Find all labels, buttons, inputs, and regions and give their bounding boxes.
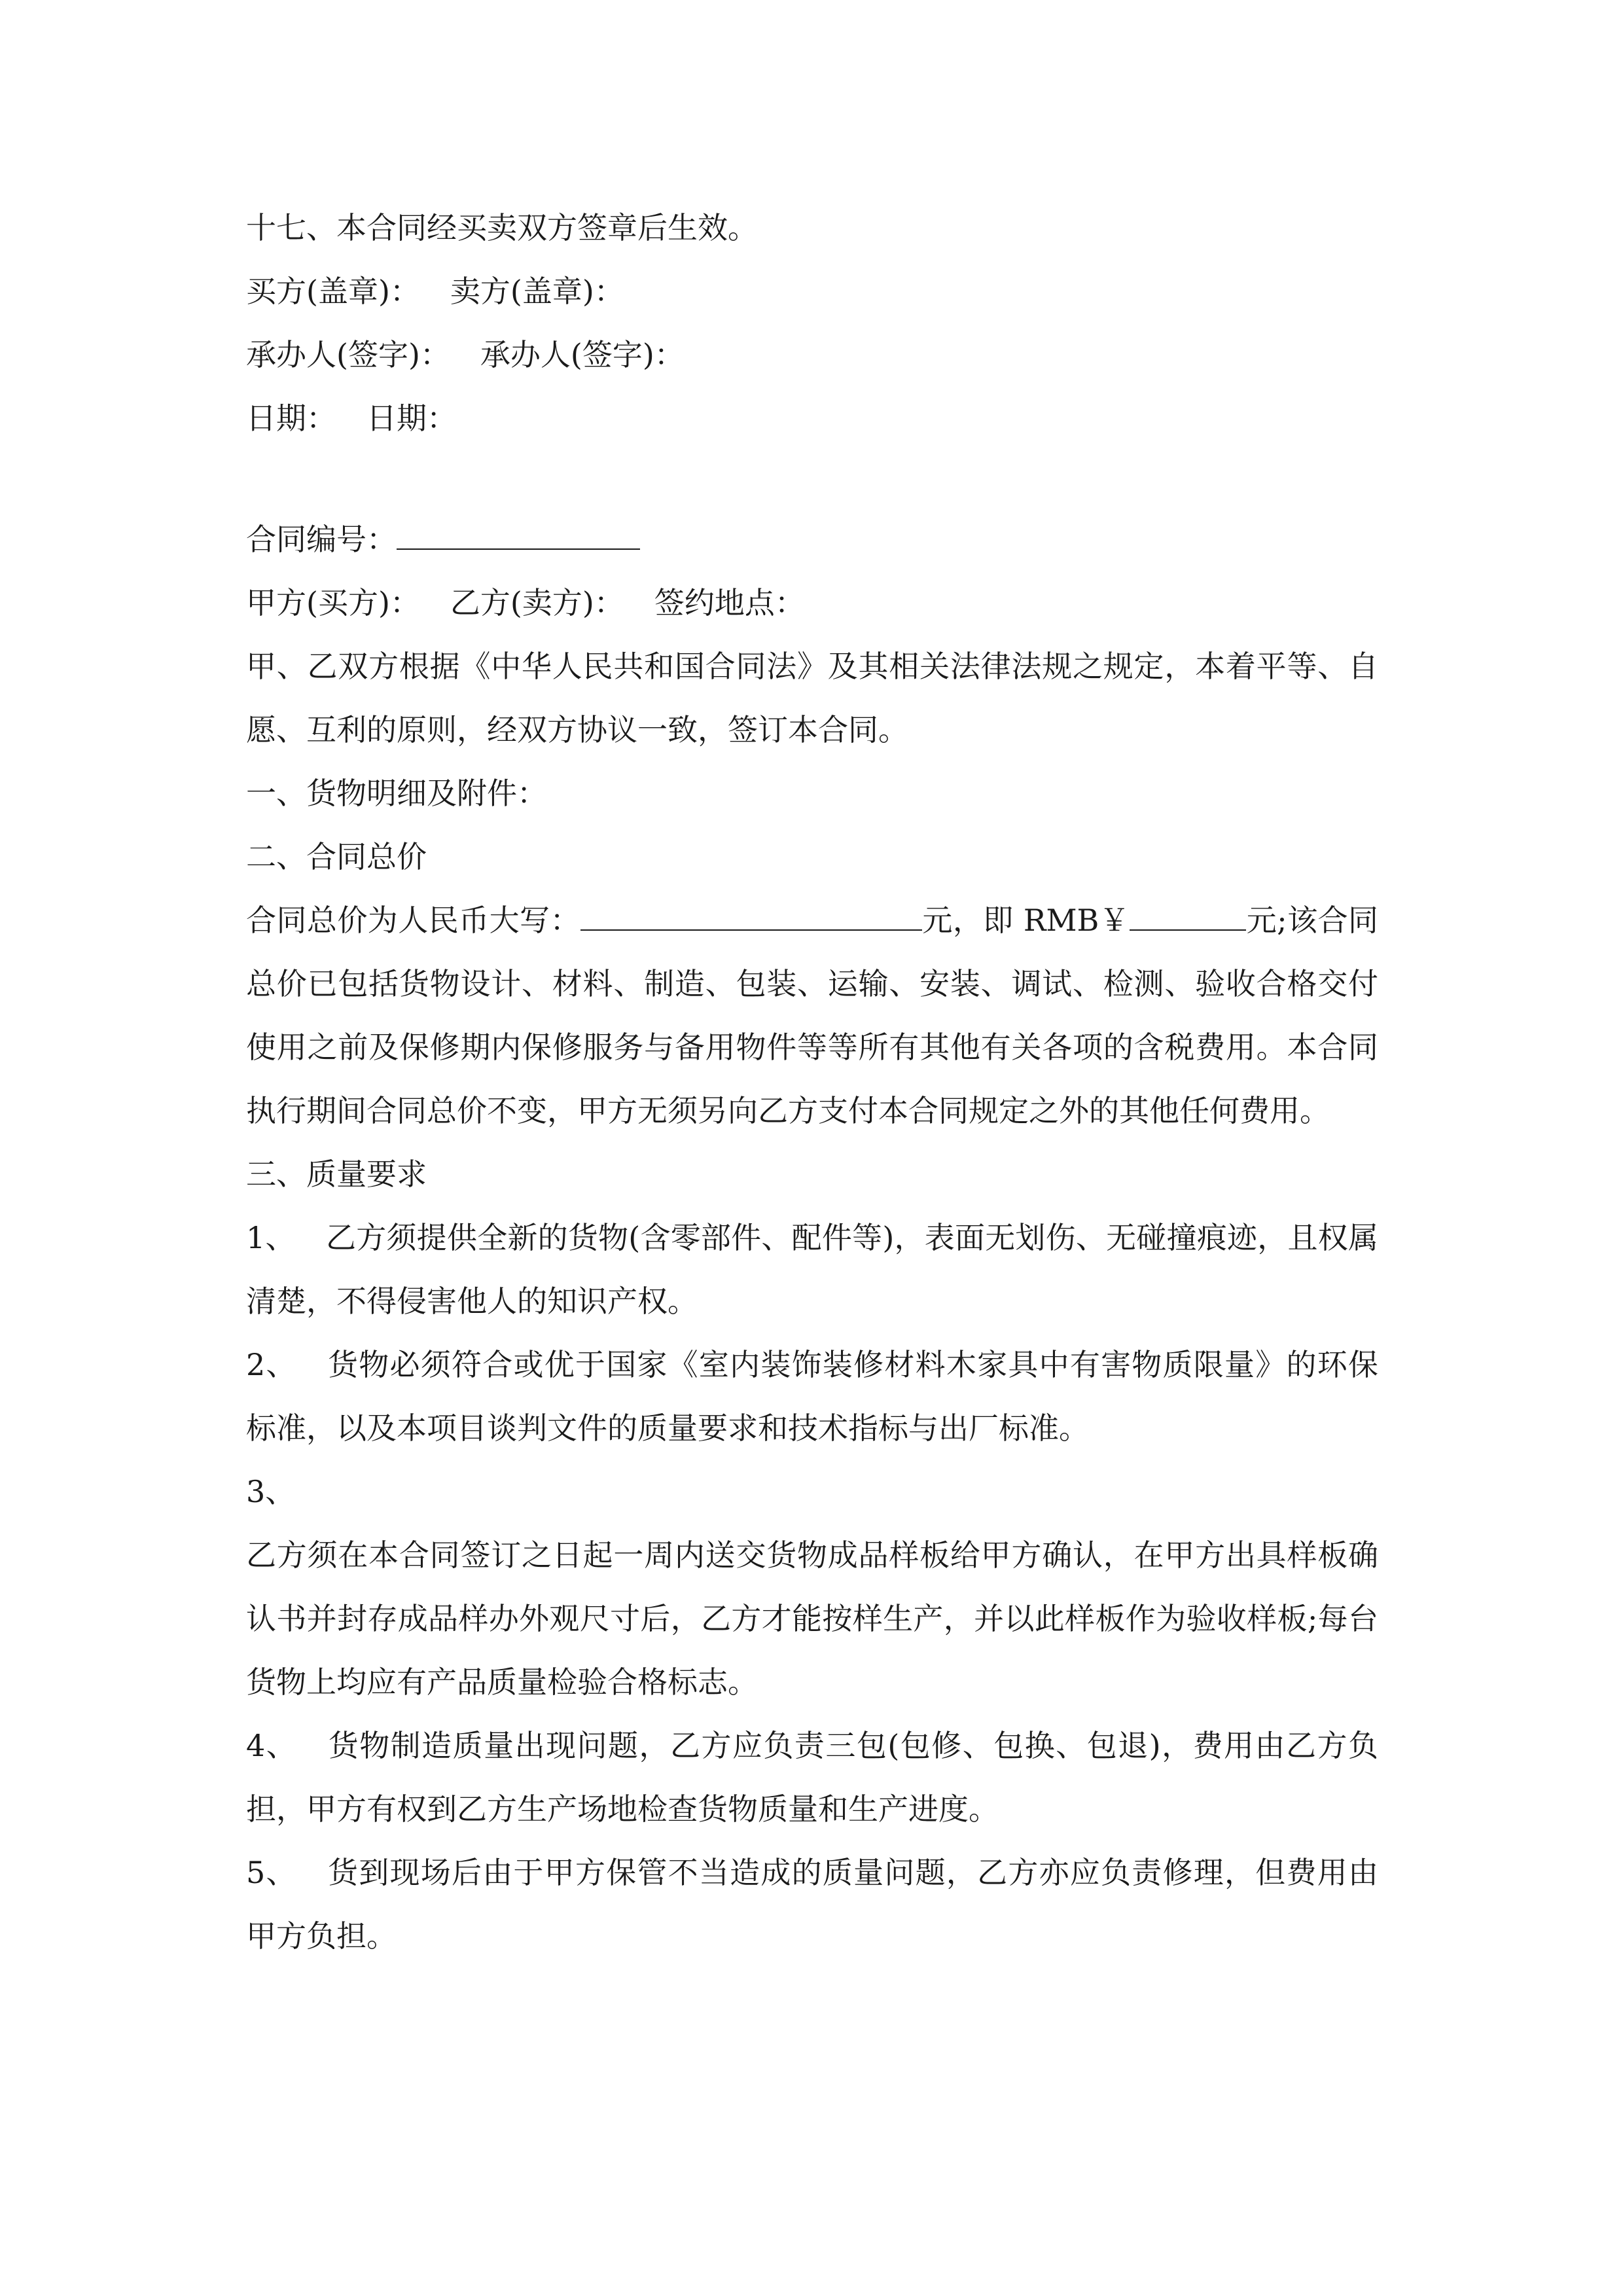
- quality-item-4: [246, 1714, 1378, 1841]
- price-number-blank: [1130, 890, 1246, 931]
- seller-agent-label: 承办人(签字)：: [480, 337, 685, 372]
- party-b-label: 乙方(卖方)：: [450, 585, 624, 620]
- seller-seal-label: 卖方(盖章)：: [450, 274, 624, 309]
- document-body: [246, 196, 1378, 1968]
- price-paragraph: [246, 889, 1378, 1143]
- preamble-paragraph: 甲、乙双方根据《中华人民共和国合同法》及其相关法律法规之规定，本着平等、自愿、互利的原则，经双方协议一致，签订本合同。: [246, 649, 1378, 747]
- quality-item-2-number: 2、: [246, 1347, 297, 1382]
- quality-item-1-text: 乙方须提供全新的货物(含零部件、配件等)，表面无划伤、无碰撞痕迹，且权属清楚，不得侵害他人的知识产权。: [246, 1220, 1378, 1319]
- section-3-heading: 三、质量要求: [246, 1157, 427, 1192]
- quality-item-1: [246, 1206, 1378, 1333]
- contract-number-blank: [397, 509, 640, 550]
- quality-item-5: [246, 1841, 1378, 1968]
- seller-date-label: 日期：: [366, 401, 457, 436]
- contract-number-label: 合同编号：: [246, 522, 397, 557]
- price-mid: 元，即 RMB￥: [921, 903, 1130, 938]
- buyer-agent-label: 承办人(签字)：: [246, 337, 450, 372]
- price-words-blank: [580, 890, 922, 931]
- section-gap: [246, 450, 1378, 508]
- quality-item-1-number: 1、: [246, 1220, 296, 1255]
- price-prefix: 合同总价为人民币大写：: [246, 903, 580, 938]
- quality-item-3-text: 乙方须在本合同签订之日起一周内送交货物成品样板给甲方确认，在甲方出具样板确认书并封存成品样办外观尺寸后，乙方才能按样生产，并以此样板作为验收样板;每台货物上均应有产品质量检验合格标志。: [246, 1537, 1378, 1700]
- date-line: [246, 387, 1378, 450]
- section-2-heading: 二、合同总价: [246, 839, 427, 874]
- party-a-label: 甲方(买方)：: [246, 585, 420, 620]
- signing-place-label: 签约地点：: [654, 585, 805, 620]
- quality-item-5-number: 5、: [246, 1855, 297, 1890]
- agent-line: [246, 323, 1378, 387]
- buyer-seal-label: 买方(盖章)：: [246, 274, 420, 309]
- section-1-heading: 一、货物明细及附件：: [246, 776, 547, 811]
- quality-item-4-number: 4、: [246, 1728, 298, 1763]
- price-suffix: 元;该合同总价已包括货物设计、材料、制造、包装、运输、安装、调试、检测、验收合格交付使用之前及保修期内保修服务与备用物件等等所有其他有关各项的含税费用。本合同执行期间合同总价不变，甲方无须另向乙方支付本合同规定之外的其他任何费用。: [246, 903, 1379, 1128]
- parties-line: [246, 571, 1378, 635]
- quality-item-5-text: 货到现场后由于甲方保管不当造成的质量问题，乙方亦应负责修理，但费用由甲方负担。: [246, 1855, 1378, 1954]
- quality-item-4-text: 货物制造质量出现问题，乙方应负责三包(包修、包换、包退)，费用由乙方负担，甲方有权到乙方生产场地检查货物质量和生产进度。: [246, 1728, 1378, 1827]
- quality-item-2-text: 货物必须符合或优于国家《室内装饰装修材料木家具中有害物质限量》的环保标准，以及本项目谈判文件的质量要求和技术指标与出厂标准。: [246, 1347, 1378, 1446]
- quality-item-2: [246, 1333, 1378, 1460]
- seal-line: [246, 260, 1378, 323]
- contract-number-line: [246, 508, 1378, 571]
- quality-item-3-number: 3、: [246, 1474, 296, 1509]
- clause-17: 十七、本合同经买卖双方签章后生效。: [246, 210, 758, 245]
- buyer-date-label: 日期：: [246, 401, 336, 436]
